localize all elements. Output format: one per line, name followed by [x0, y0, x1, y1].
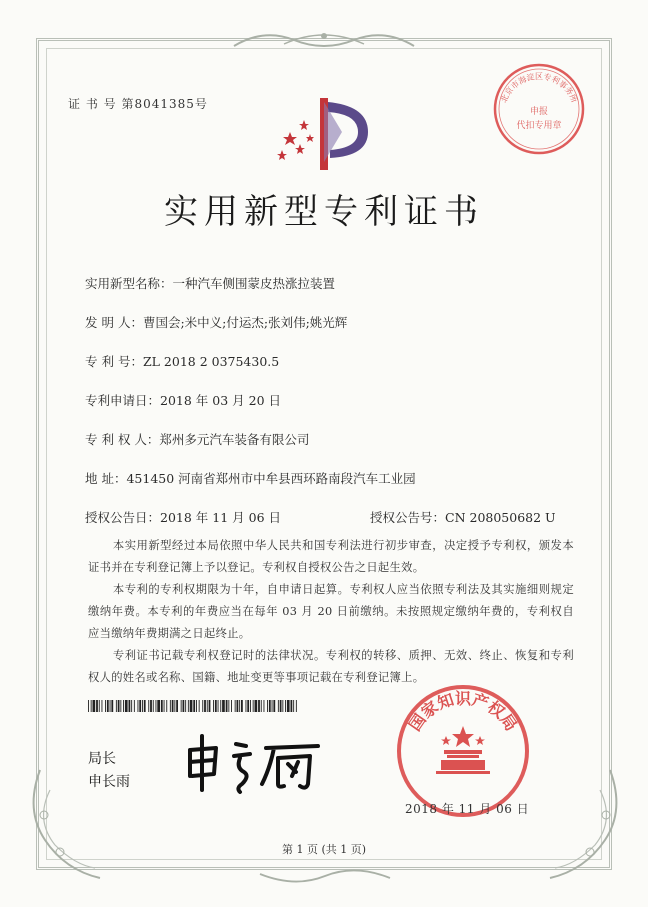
- svg-text:代扣专用章: 代扣专用章: [516, 121, 562, 131]
- director-signature: [178, 728, 338, 798]
- agency-seal: [492, 62, 586, 156]
- address-row: [85, 469, 416, 487]
- patent-no-label: 专 利 号：: [85, 354, 143, 369]
- barcode: [88, 700, 300, 712]
- certificate-number: 证 书 号 第8041385号: [68, 97, 208, 111]
- name-row: [85, 274, 335, 292]
- inventor-value: 曹国会;米中义;付运杰;张刘伟;姚光辉: [142, 315, 348, 330]
- patentee-label: 专 利 权 人：: [85, 432, 160, 447]
- cnipa-logo: [268, 92, 378, 172]
- filing-date-label: 专利申请日：: [85, 393, 161, 408]
- bottom-right-ornament: [540, 760, 630, 890]
- address-label: 地 址：: [85, 471, 127, 486]
- patentee-row: [85, 430, 309, 448]
- director-name: 申长雨: [88, 774, 130, 790]
- patentee-value: 郑州多元汽车装备有限公司: [159, 432, 310, 447]
- grant-date-label: 授权公告日：: [85, 510, 161, 525]
- certificate-title: 实用新型专利证书: [164, 192, 484, 232]
- page-footer: 第 1 页 (共 1 页): [281, 843, 367, 856]
- certificate-body: [88, 535, 574, 689]
- body-paragraph-2: 本专利的专利权期限为十年，自申请日起算。专利权人应当依照专利法及其实施细则规定缴纳年费。本专利的年费应当在每年 03 月 20 日前缴纳。未按照规定缴纳年费的，专利权自应当缴纳年费期满之日起终止。: [88, 583, 574, 640]
- svg-text:申报: 申报: [529, 107, 549, 117]
- name-value: 一种汽车侧围蒙皮热涨拉装置: [172, 276, 336, 291]
- inventor-label: 发 明 人：: [85, 315, 143, 330]
- agency-seal-ring-text: 北京市海淀区专利事务所: [499, 72, 579, 105]
- grant-no-value: CN 208050682 U: [445, 510, 556, 525]
- top-ornament: [224, 26, 424, 56]
- bottom-center-ornament: [250, 866, 400, 888]
- cnipa-seal-ring-text: 国家知识产权局: [405, 689, 521, 735]
- body-paragraph-3: 专利证书记载专利权登记时的法律状况。专利权的转移、质押、无效、终止、恢复和专利权人的姓名或名称、国籍、地址变更等事项记载在专利登记簿上。: [88, 649, 574, 684]
- filing-date-row: [85, 391, 281, 409]
- patent-no-value: ZL 2018 2 0375430.5: [142, 354, 280, 369]
- patent-no-row: [85, 352, 279, 370]
- director-title: 局长: [88, 751, 116, 767]
- grant-no-label: 授权公告号：: [370, 510, 446, 525]
- name-label: 实用新型名称：: [85, 276, 173, 291]
- body-paragraph-1: 本实用新型经过本局依照中华人民共和国专利法进行初步审查，决定授予专利权，颁发本证书并在专利登记簿上予以登记。专利权自授权公告之日起生效。: [88, 539, 574, 574]
- filing-date-value: 2018 年 03 月 20 日: [160, 393, 282, 408]
- inventor-row: [85, 313, 347, 331]
- grant-date-value: 2018 年 11 月 06 日: [160, 510, 282, 525]
- grant-date-row: [85, 508, 281, 526]
- grant-no-row: [370, 508, 556, 526]
- seal-date: 2018 年 11 月 06 日: [405, 802, 530, 816]
- address-value: 451450 河南省郑州市中牟县西环路南段汽车工业园: [126, 471, 416, 486]
